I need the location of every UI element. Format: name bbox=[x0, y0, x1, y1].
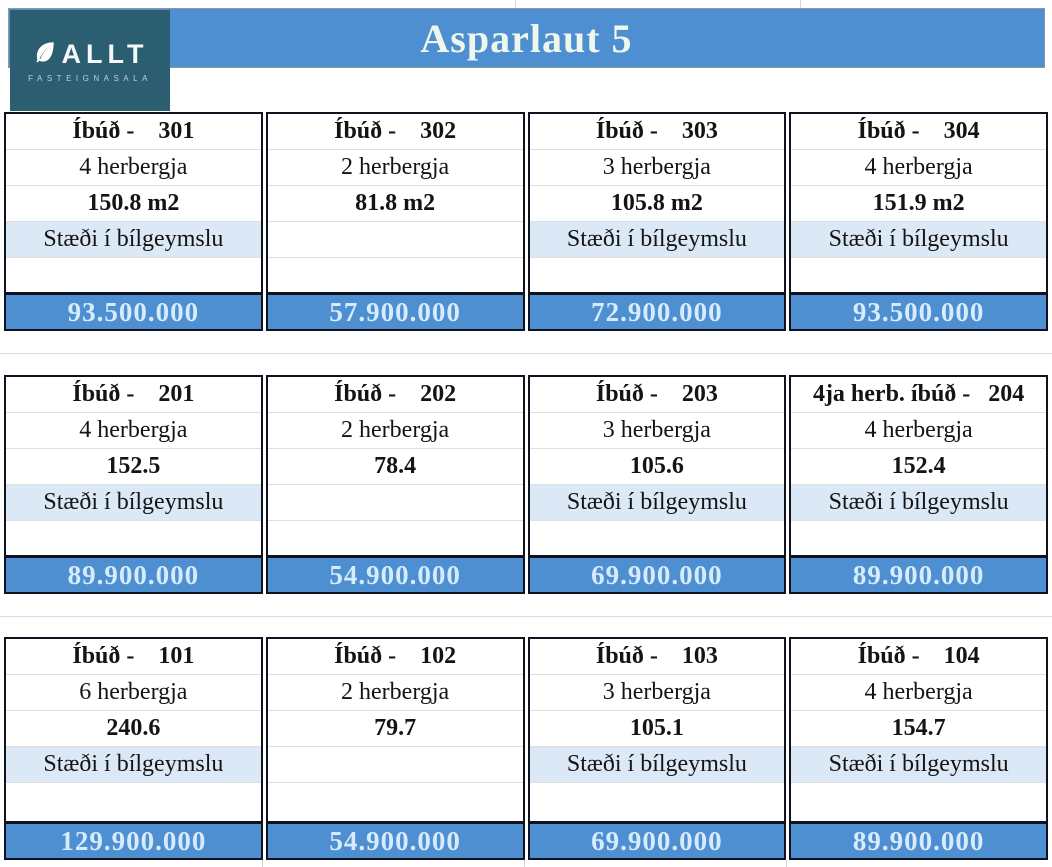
apartment-size: 150.8 m2 bbox=[6, 186, 261, 222]
apartment-parking bbox=[268, 222, 523, 258]
apartment-rooms: 6 herbergja bbox=[6, 675, 261, 711]
floor-row-3 bbox=[4, 112, 1048, 331]
apartment-price: 93.500.000 bbox=[6, 292, 261, 329]
apartment-price: 72.900.000 bbox=[530, 292, 785, 329]
apartment-rooms: 4 herbergja bbox=[791, 675, 1046, 711]
apartment-size: 240.6 bbox=[6, 711, 261, 747]
gridline bbox=[0, 616, 1052, 617]
spacer bbox=[530, 521, 785, 555]
leaf-icon bbox=[32, 39, 58, 70]
apartment-title: Íbúð - 101 bbox=[6, 639, 261, 675]
apartment-rooms: 3 herbergja bbox=[530, 150, 785, 186]
apartment-card-102 bbox=[266, 637, 525, 860]
apartment-price: 69.900.000 bbox=[530, 821, 785, 858]
apartment-parking: Stæði í bílgeymslu bbox=[6, 747, 261, 783]
apartment-title: Íbúð - 201 bbox=[6, 377, 261, 413]
spacer bbox=[268, 521, 523, 555]
apartment-card-301 bbox=[4, 112, 263, 331]
apartment-price: 129.900.000 bbox=[6, 821, 261, 858]
gridline bbox=[0, 353, 1052, 354]
apartment-rooms: 4 herbergja bbox=[791, 150, 1046, 186]
apartment-title: Íbúð - 302 bbox=[268, 114, 523, 150]
apartment-size: 78.4 bbox=[268, 449, 523, 485]
floor-row-1 bbox=[4, 637, 1048, 860]
apartment-size: 154.7 bbox=[791, 711, 1046, 747]
apartment-parking: Stæði í bílgeymslu bbox=[791, 222, 1046, 258]
gridline bbox=[262, 860, 263, 867]
apartment-rooms: 4 herbergja bbox=[6, 413, 261, 449]
apartment-card-103 bbox=[528, 637, 787, 860]
apartment-card-104 bbox=[789, 637, 1048, 860]
apartment-price: 89.900.000 bbox=[791, 821, 1046, 858]
apartment-size: 81.8 m2 bbox=[268, 186, 523, 222]
spacer bbox=[6, 783, 261, 821]
apartment-price: 57.900.000 bbox=[268, 292, 523, 329]
apartment-card-202 bbox=[266, 375, 525, 594]
logo-subtitle: FASTEIGNASALA bbox=[28, 73, 152, 83]
apartment-rooms: 2 herbergja bbox=[268, 413, 523, 449]
apartment-price: 93.500.000 bbox=[791, 292, 1046, 329]
gridline bbox=[515, 0, 516, 8]
floor-row-2 bbox=[4, 375, 1048, 594]
spacer bbox=[791, 783, 1046, 821]
apartment-title: Íbúð - 104 bbox=[791, 639, 1046, 675]
apartment-title: Íbúð - 103 bbox=[530, 639, 785, 675]
apartment-size: 151.9 m2 bbox=[791, 186, 1046, 222]
apartment-price: 54.900.000 bbox=[268, 821, 523, 858]
spacer bbox=[6, 258, 261, 292]
apartment-card-204 bbox=[789, 375, 1048, 594]
apartment-parking bbox=[268, 485, 523, 521]
apartment-card-101 bbox=[4, 637, 263, 860]
apartment-card-304 bbox=[789, 112, 1048, 331]
logo-brand-text: ALLT bbox=[61, 38, 149, 69]
apartment-rooms: 2 herbergja bbox=[268, 150, 523, 186]
apartment-price: 89.900.000 bbox=[791, 555, 1046, 592]
apartment-parking: Stæði í bílgeymslu bbox=[530, 222, 785, 258]
apartment-rooms: 2 herbergja bbox=[268, 675, 523, 711]
apartment-title: Íbúð - 303 bbox=[530, 114, 785, 150]
apartment-size: 152.4 bbox=[791, 449, 1046, 485]
apartment-title: Íbúð - 203 bbox=[530, 377, 785, 413]
apartment-card-201 bbox=[4, 375, 263, 594]
gridline bbox=[524, 860, 525, 867]
apartment-parking: Stæði í bílgeymslu bbox=[530, 485, 785, 521]
apartment-size: 105.8 m2 bbox=[530, 186, 785, 222]
apartment-rooms: 4 herbergja bbox=[791, 413, 1046, 449]
spacer bbox=[6, 521, 261, 555]
apartment-title: Íbúð - 301 bbox=[6, 114, 261, 150]
apartment-parking: Stæði í bílgeymslu bbox=[791, 747, 1046, 783]
agency-logo bbox=[10, 10, 170, 111]
spacer bbox=[791, 521, 1046, 555]
apartment-rooms: 4 herbergja bbox=[6, 150, 261, 186]
apartment-title: Íbúð - 102 bbox=[268, 639, 523, 675]
apartment-card-203 bbox=[528, 375, 787, 594]
apartment-parking bbox=[268, 747, 523, 783]
apartment-parking: Stæði í bílgeymslu bbox=[530, 747, 785, 783]
apartment-price: 89.900.000 bbox=[6, 555, 261, 592]
apartment-size: 105.6 bbox=[530, 449, 785, 485]
apartment-title: Íbúð - 304 bbox=[791, 114, 1046, 150]
gridline bbox=[800, 0, 801, 8]
apartment-parking: Stæði í bílgeymslu bbox=[791, 485, 1046, 521]
spacer bbox=[268, 783, 523, 821]
apartment-rooms: 3 herbergja bbox=[530, 413, 785, 449]
gridline bbox=[786, 860, 787, 867]
apartment-price: 69.900.000 bbox=[530, 555, 785, 592]
apartment-price: 54.900.000 bbox=[268, 555, 523, 592]
apartment-size: 79.7 bbox=[268, 711, 523, 747]
spacer bbox=[530, 258, 785, 292]
apartment-title: 4ja herb. íbúð - 204 bbox=[791, 377, 1046, 413]
apartment-card-303 bbox=[528, 112, 787, 331]
spacer bbox=[268, 258, 523, 292]
spacer bbox=[530, 783, 785, 821]
apartment-rooms: 3 herbergja bbox=[530, 675, 785, 711]
apartment-parking: Stæði í bílgeymslu bbox=[6, 485, 261, 521]
apartment-size: 105.1 bbox=[530, 711, 785, 747]
apartment-parking: Stæði í bílgeymslu bbox=[6, 222, 261, 258]
apartment-title: Íbúð - 202 bbox=[268, 377, 523, 413]
page-title: Asparlaut 5 bbox=[420, 15, 633, 61]
apartment-size: 152.5 bbox=[6, 449, 261, 485]
spacer bbox=[791, 258, 1046, 292]
apartment-card-302 bbox=[266, 112, 525, 331]
